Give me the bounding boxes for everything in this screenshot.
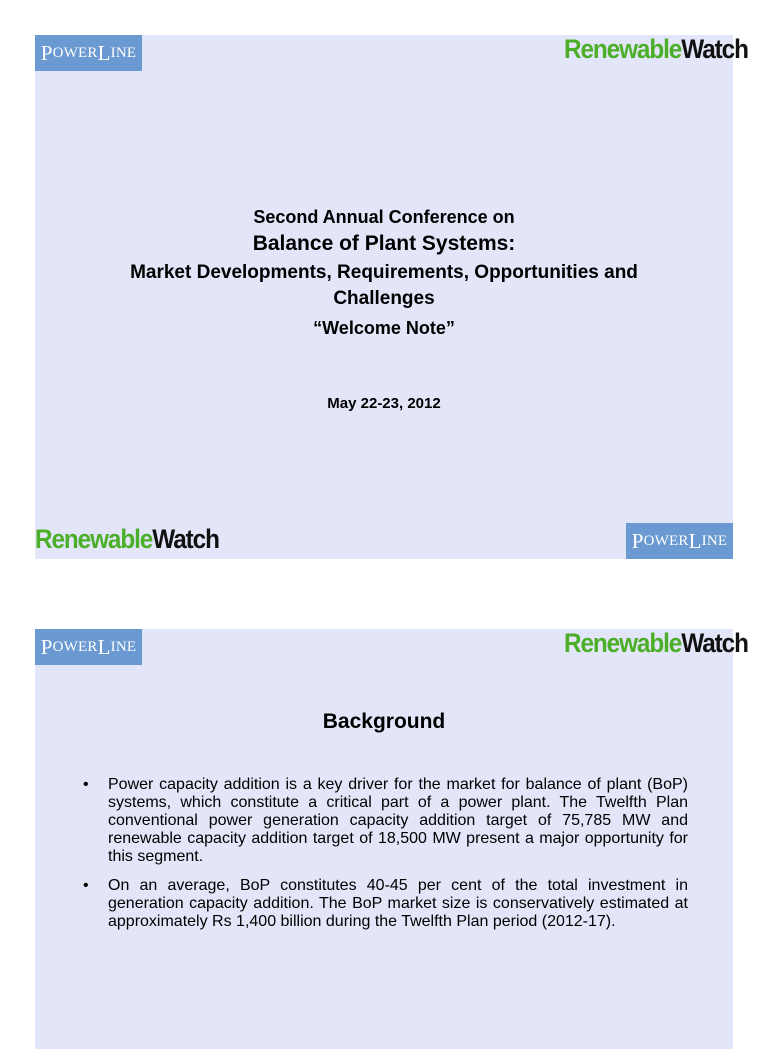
powerline-logo-bottom: P OWER L INE (626, 523, 733, 559)
bullet-icon: • (83, 776, 89, 793)
bullet-item (80, 776, 688, 866)
conference-pre-title: Second Annual Conference on (253, 207, 515, 227)
bullet-item (80, 877, 688, 931)
bullet-icon: • (83, 877, 89, 894)
powerline-logo: P OWER L INE (35, 629, 142, 665)
title-slide (35, 34, 748, 559)
conference-date: May 22-23, 2012 (327, 395, 441, 412)
bullet-text: Power capacity addition is a key driver for the market for balance of plant (BoP) systems, which constitute a critical part of a power plant. The Twelfth Plan conventional power generation capacity addition target of 75,785 MW and renewable capacity addition target of 18,500 MW present a major opportunity for this segment. (108, 776, 688, 865)
renewable-watch-logo-bottom: RenewableWatch (35, 524, 219, 554)
bullet-text: On an average, BoP constitutes 40-45 per cent of the total investment in generation capacity addition. The BoP market size is conservatively estimated at approximately Rs 1,400 billion during the Twelfth Plan period (2012-17). (108, 877, 688, 930)
renewable-watch-logo: RenewableWatch (564, 628, 748, 658)
powerline-logo: P OWER L INE (35, 35, 142, 71)
bullet-list (80, 776, 688, 942)
slide-heading: Background (322, 710, 446, 733)
conference-subtitle: Market Developments, Requirements, Opportunities and Challenges (130, 262, 638, 309)
conference-title: Balance of Plant Systems: (252, 232, 516, 255)
welcome-note-label: “Welcome Note” (313, 318, 455, 338)
background-slide (35, 628, 748, 1049)
renewable-watch-logo: RenewableWatch (564, 34, 748, 64)
